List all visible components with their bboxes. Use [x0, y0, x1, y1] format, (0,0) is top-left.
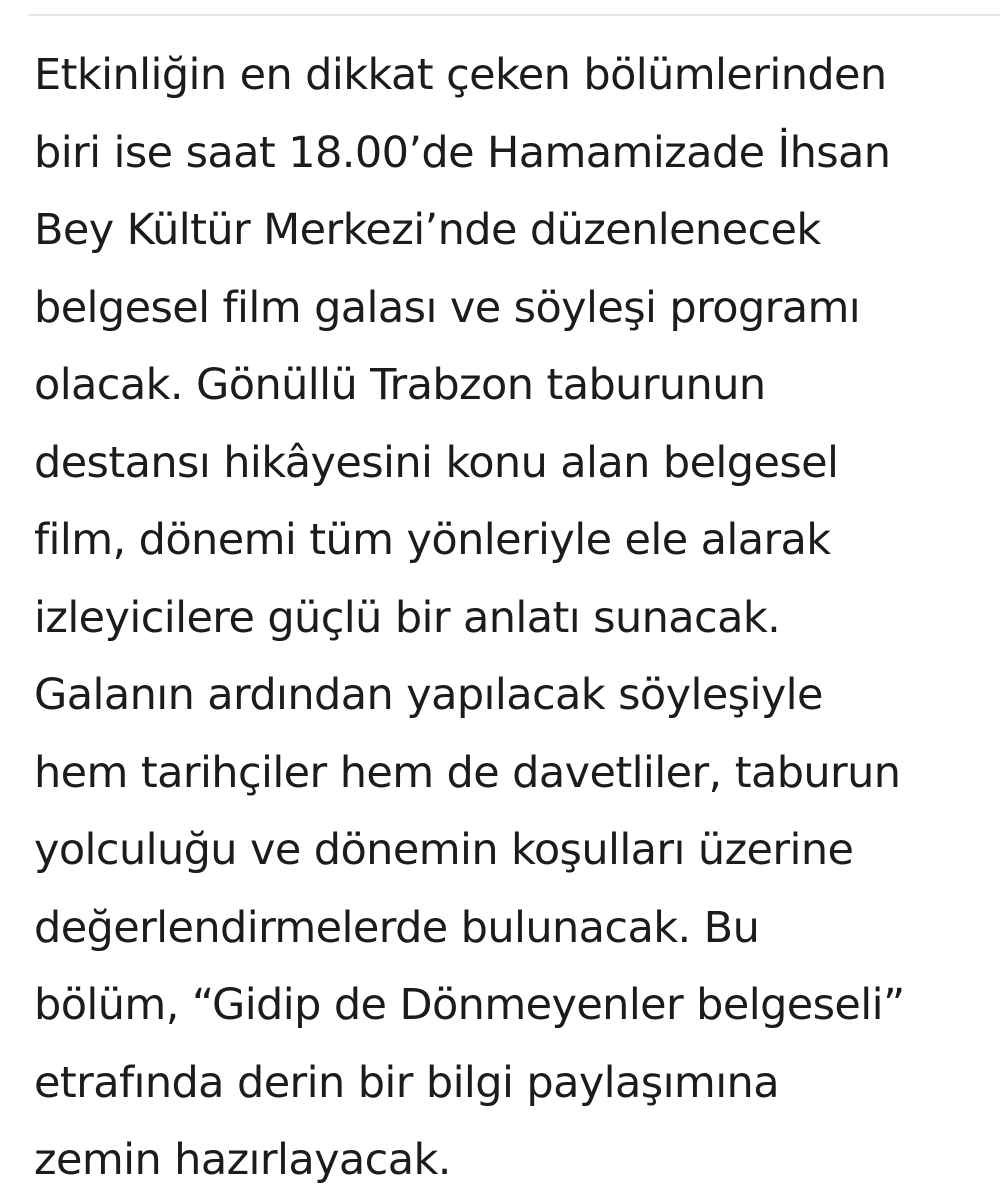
paragraph-line: yolculuğu ve dönemin koşulları üzerine	[34, 825, 854, 875]
paragraph-line: değerlendirmelerde bulunacak. Bu	[34, 902, 760, 953]
article-paragraph	[34, 37, 984, 1200]
paragraph-line: destansı hikâyesini konu alan belgesel	[34, 437, 839, 488]
paragraph-line: belgesel film galası ve söyleşi programı	[34, 282, 861, 333]
paragraph-line: Bey Kültür Merkezi’nde düzenlenecek	[34, 205, 821, 255]
paragraph-line: etrafında derin bir bilgi paylaşımına	[34, 1057, 779, 1108]
paragraph-line: hem tarihçiler hem de davetliler, taburun	[34, 747, 901, 798]
paragraph-line: biri ise saat 18.00’de Hamamizade İhsan	[34, 127, 891, 178]
top-divider	[28, 14, 1000, 16]
paragraph-line: izleyicilere güçlü bir anlatı sunacak.	[34, 592, 781, 643]
paragraph-line: bölüm, “Gidip de Dönmeyenler belgeseli”	[34, 980, 905, 1030]
paragraph-line: zemin hazırlayacak.	[34, 1135, 451, 1185]
paragraph-line: olacak. Gönüllü Trabzon taburunun	[34, 360, 766, 410]
paragraph-line: Etkinliğin en dikkat çeken bölümlerinden	[34, 50, 887, 100]
paragraph-line: Galanın ardından yapılacak söyleşiyle	[34, 670, 823, 720]
paragraph-line: film, dönemi tüm yönleriyle ele alarak	[34, 515, 831, 565]
